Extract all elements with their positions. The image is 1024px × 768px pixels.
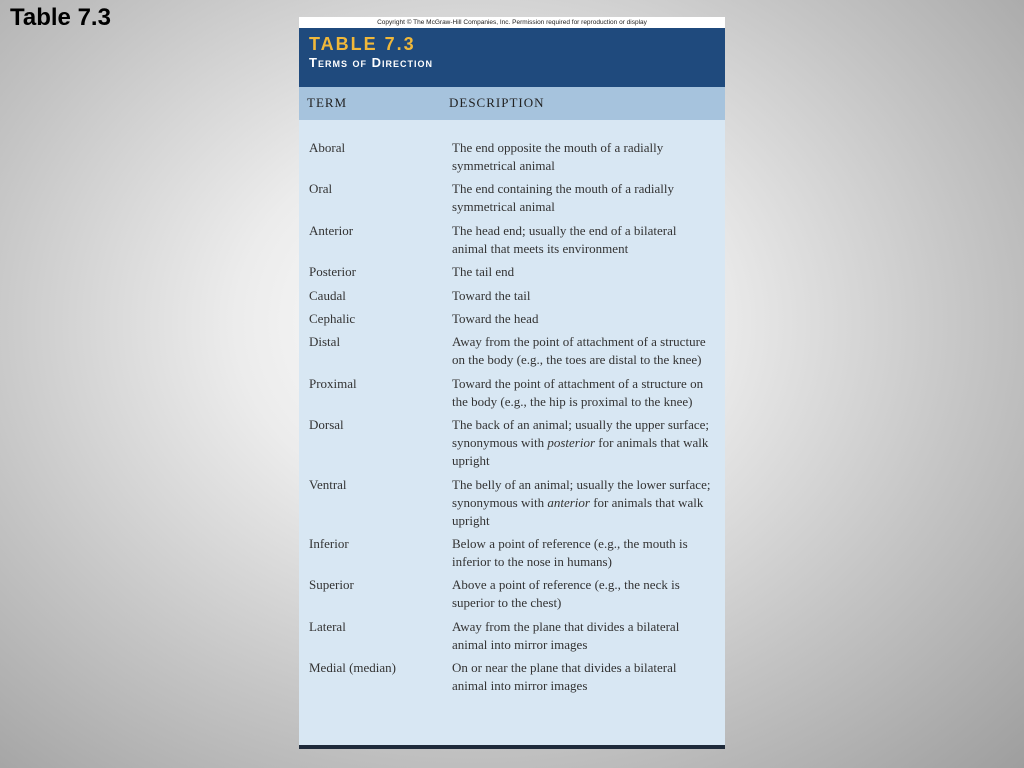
table-row	[299, 139, 725, 175]
description-cell: The end containing the mouth of a radially symmetrical animal	[452, 181, 675, 215]
term-cell: Ventral	[309, 476, 347, 492]
table-row	[299, 263, 725, 281]
term-cell: Proximal	[309, 375, 357, 391]
description-cell: The belly of an animal; usually the lower surface; synonymous with anterior for animals that walk upright	[452, 476, 711, 528]
term-cell: Anterior	[309, 222, 354, 238]
table-header-band	[299, 28, 725, 87]
term-cell: Lateral	[309, 618, 346, 634]
slide-title: Table 7.3	[10, 4, 111, 31]
term-cell: Inferior	[309, 535, 349, 551]
table-body	[299, 139, 725, 700]
description-cell: The tail end	[452, 264, 515, 280]
table-row	[299, 618, 725, 654]
description-cell: Toward the head	[452, 310, 539, 326]
description-cell: Away from the point of attachment of a structure on the body (e.g., the toes are distal to the knee)	[452, 334, 706, 368]
table-row	[299, 535, 725, 571]
table-number: TABLE 7.3	[309, 34, 416, 54]
term-cell: Superior	[309, 577, 354, 593]
description-cell: The end opposite the mouth of a radially symmetrical animal	[452, 140, 664, 173]
column-header-term: TERM	[307, 95, 348, 110]
table-row	[299, 576, 725, 612]
table-row	[299, 659, 725, 695]
description-cell: Above a point of reference (e.g., the neck is superior to the chest)	[452, 577, 680, 611]
term-cell: Cephalic	[309, 310, 356, 326]
table-subtitle: Terms of Direction	[309, 55, 434, 70]
description-cell: Toward the point of attachment of a structure on the body (e.g., the hip is proximal to the knee)	[452, 375, 704, 409]
table-figure	[299, 17, 725, 749]
description-cell: The back of an animal; usually the upper surface; synonymous with posterior for animals that walk upright	[452, 417, 710, 469]
term-cell: Oral	[309, 181, 333, 197]
table-row	[299, 416, 725, 470]
table-row	[299, 310, 725, 328]
italic-term: posterior	[547, 435, 596, 451]
description-cell: Away from the plane that divides a bilateral animal into mirror images	[452, 618, 680, 652]
table-row	[299, 287, 725, 305]
italic-term: anterior	[547, 494, 590, 510]
column-header-description: DESCRIPTION	[449, 95, 545, 110]
term-cell: Dorsal	[309, 417, 344, 433]
term-cell: Aboral	[309, 140, 346, 155]
bottom-rule	[299, 745, 725, 749]
description-cell: On or near the plane that divides a bilateral animal into mirror images	[452, 660, 677, 694]
term-cell: Distal	[309, 334, 341, 350]
description-cell: Below a point of reference (e.g., the mouth is inferior to the nose in humans)	[452, 535, 688, 569]
term-cell: Caudal	[309, 287, 346, 303]
column-header-row	[299, 87, 725, 120]
term-cell: Medial (median)	[309, 660, 396, 676]
table-row	[299, 375, 725, 411]
description-cell: Toward the tail	[452, 287, 531, 303]
table-row	[299, 180, 725, 216]
copyright-notice: Copyright © The McGraw-Hill Companies, Inc. Permission required for reproduction or display	[299, 17, 725, 28]
table-row	[299, 476, 725, 530]
table-row	[299, 222, 725, 258]
table-row	[299, 333, 725, 369]
description-cell: The head end; usually the end of a bilateral animal that meets its environment	[452, 222, 677, 256]
term-cell: Posterior	[309, 264, 356, 280]
